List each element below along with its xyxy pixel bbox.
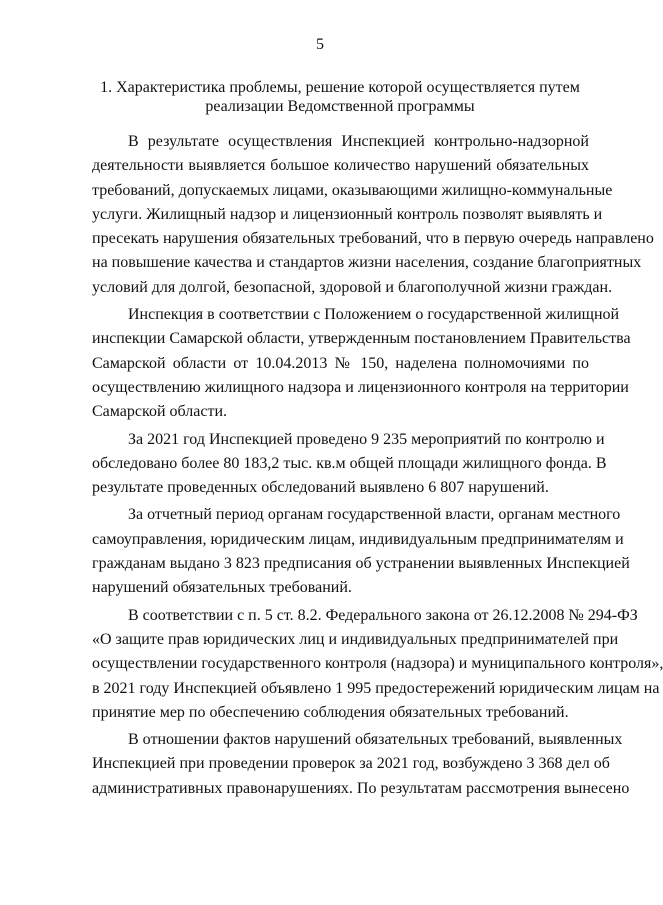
text-line: условий для долгой, безопасной, здоровой и благополучной жизни граждан. bbox=[92, 278, 613, 296]
paragraph bbox=[92, 728, 630, 801]
text-line: Самарской области от 10.04.2013 № 150, наделена полномочиями по bbox=[92, 354, 589, 372]
text-line: В результате осуществления Инспекцией контрольно-надзорной bbox=[128, 133, 589, 150]
text-line: гражданам выдано 3 823 предписания об устранении выявленных Инспекцией bbox=[92, 555, 630, 573]
text-line: Инспекция в соответствии с Положением о государственной жилищной bbox=[128, 306, 620, 324]
text-line: принятие мер по обеспечению соблюдения обязательных требований. bbox=[92, 703, 569, 721]
text-line: деятельности выявляется большое количество нарушений обязательных bbox=[92, 157, 589, 175]
text-line: на повышение качества и стандартов жизни населения, создание благоприятных bbox=[92, 254, 642, 272]
text-line: нарушений обязательных требований. bbox=[92, 579, 352, 597]
text-line: самоуправления, юридическим лицам, индивидуальным предпринимателям и bbox=[92, 530, 624, 548]
text-line: требований, допускаемых лицами, оказывающими жилищно-коммунальные bbox=[92, 181, 613, 199]
text-line: За 2021 год Инспекцией проведено 9 235 мероприятий по контролю и bbox=[128, 430, 605, 448]
section-heading bbox=[90, 78, 590, 116]
text-line: осуществлению жилищного надзора и лицензионного контроля на территории bbox=[92, 378, 629, 396]
text-line: Инспекцией при проведении проверок за 2021 год, возбуждено 3 368 дел об bbox=[92, 755, 610, 773]
text-line: За отчетный период органам государственной власти, органам местного bbox=[128, 506, 621, 524]
paragraph bbox=[92, 428, 607, 501]
heading-line: 1. Характеристика проблемы, решение которой осуществляется путем bbox=[100, 79, 580, 96]
text-line: результате проведенных обследований выявлено 6 807 нарушений. bbox=[92, 479, 549, 497]
text-line: осуществлении государственного контроля (надзора) и муниципального контроля», bbox=[92, 655, 663, 673]
heading-line: реализации Ведомственной программы bbox=[205, 98, 475, 115]
body-text bbox=[92, 130, 663, 801]
text-line: обследовано более 80 183,2 тыс. кв.м общей площади жилищного фонда. В bbox=[92, 454, 607, 472]
text-line: Самарской области. bbox=[92, 403, 227, 421]
text-line: В отношении фактов нарушений обязательных требований, выявленных bbox=[128, 731, 623, 749]
paragraph bbox=[92, 503, 630, 600]
paragraph bbox=[92, 130, 654, 300]
text-line: инспекции Самарской области, утвержденным постановлением Правительства bbox=[92, 330, 631, 348]
text-line: В соответствии с п. 5 ст. 8.2. Федерального закона от 26.12.2008 № 294-ФЗ bbox=[128, 606, 638, 624]
text-line: услуги. Жилищный надзор и лицензионный контроль позволят выявлять и bbox=[92, 205, 603, 223]
paragraph bbox=[92, 303, 631, 424]
text-line: пресекать нарушения обязательных требований, что в первую очередь направлено bbox=[92, 230, 654, 248]
text-line: «О защите прав юридических лиц и индивидуальных предпринимателей при bbox=[92, 630, 619, 648]
text-line: административных правонарушениях. По результатам рассмотрения вынесено bbox=[92, 779, 630, 797]
page-number: 5 bbox=[316, 36, 324, 53]
paragraph bbox=[92, 604, 663, 725]
text-line: в 2021 году Инспекцией объявлено 1 995 предостережений юридическим лицам на bbox=[92, 679, 660, 697]
